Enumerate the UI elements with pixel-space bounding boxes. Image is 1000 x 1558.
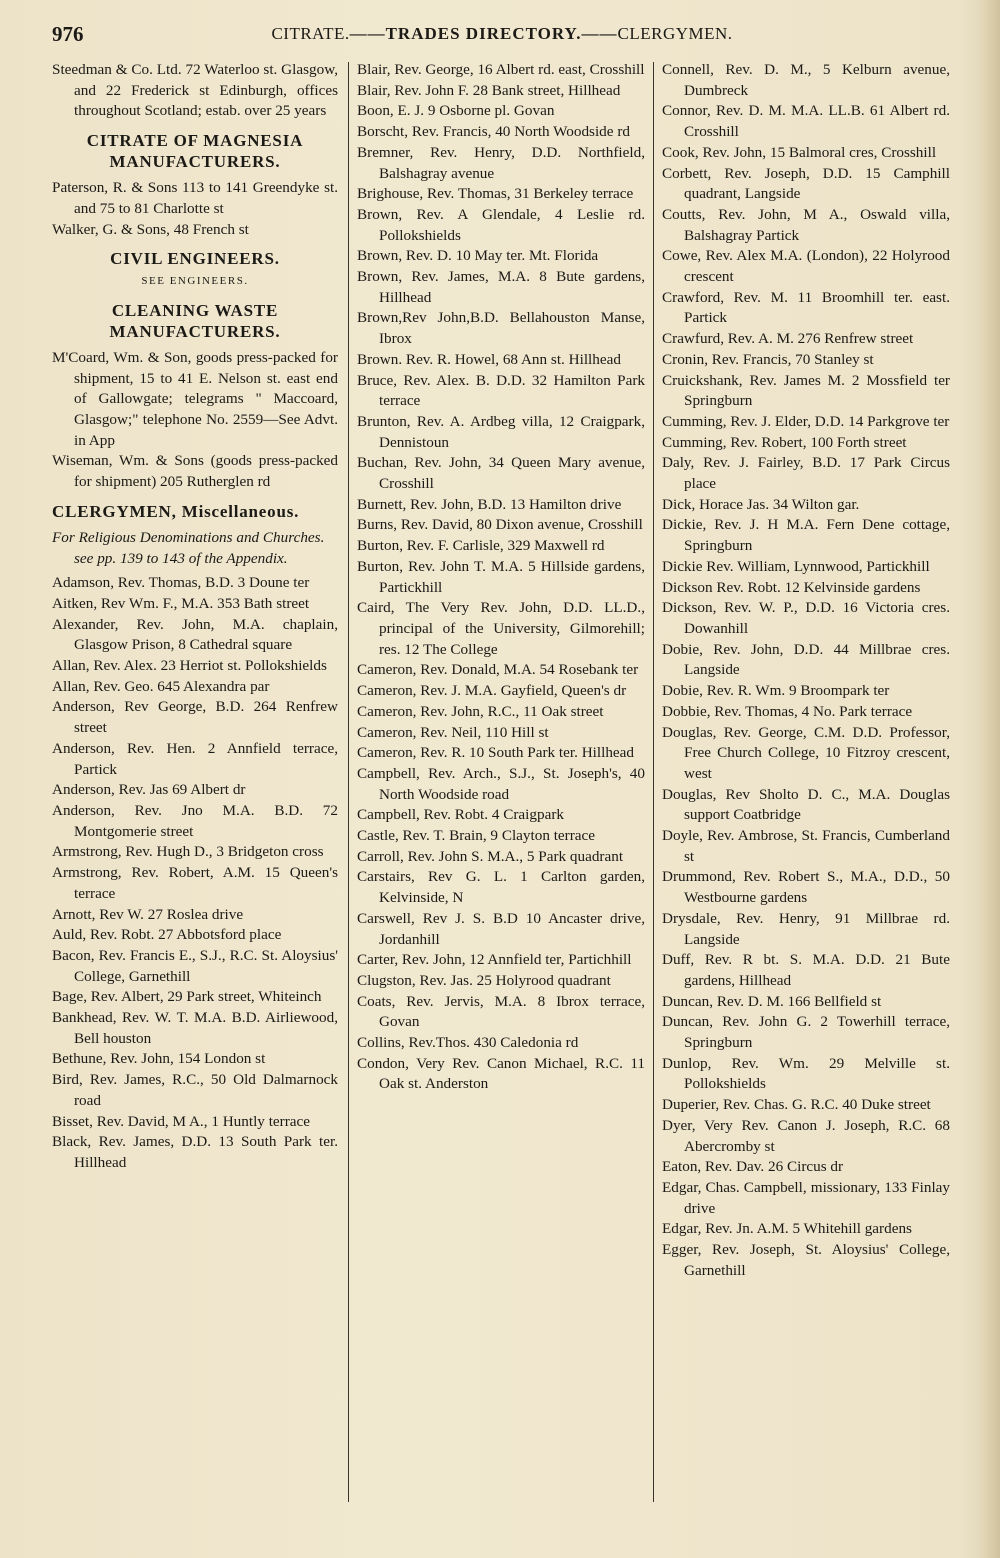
directory-entry: Alexander, Rev. John, M.A. chaplain, Glasgow Prison, 8 Cathedral square bbox=[52, 615, 338, 654]
directory-entry: Condon, Very Rev. Canon Michael, R.C. 11 Oak st. Anderston bbox=[357, 1054, 645, 1093]
directory-entry: Eaton, Rev. Dav. 26 Circus dr bbox=[662, 1158, 844, 1176]
section-heading-citrate: CITRATE OF MAGNESIA MANUFACTURERS. bbox=[86, 131, 304, 172]
page-number: 976 bbox=[52, 21, 84, 46]
directory-entry: Egger, Rev. Joseph, St. Aloysius' College, Garnethill bbox=[662, 1241, 950, 1279]
directory-entry: Brighouse, Rev. Thomas, 31 Berkeley terrace bbox=[357, 185, 634, 203]
directory-entry: Dickie Rev. William, Lynnwood, Partickhill bbox=[662, 557, 930, 575]
directory-entry: Brown,Rev John,B.D. Bellahouston Manse, Ibrox bbox=[357, 309, 645, 348]
column-1 bbox=[52, 60, 338, 1538]
directory-entry: Boon, E. J. 9 Osborne pl. Govan bbox=[357, 102, 555, 120]
directory-entry: Cronin, Rev. Francis, 70 Stanley st bbox=[662, 350, 874, 368]
page-header bbox=[52, 20, 952, 48]
directory-entry: Coats, Rev. Jervis, M.A. 8 Ibrox terrace, Govan bbox=[357, 992, 645, 1031]
directory-entry: Castle, Rev. T. Brain, 9 Clayton terrace bbox=[357, 827, 596, 845]
running-title bbox=[122, 24, 952, 44]
directory-entry: Connor, Rev. D. M. M.A. LL.B. 61 Albert rd. Crosshill bbox=[662, 102, 950, 141]
directory-entry: Paterson, R. & Sons 113 to 141 Greendyke st. and 75 to 81 Charlotte st bbox=[52, 179, 338, 217]
directory-entry: Bird, Rev. James, R.C., 50 Old Dalmarnock road bbox=[52, 1071, 338, 1109]
section-heading-civil-engineers: CIVIL ENGINEERS. bbox=[110, 249, 280, 269]
directory-entry: Carroll, Rev. John S. M.A., 5 Park quadrant bbox=[357, 847, 624, 865]
directory-entry: Aitken, Rev Wm. F., M.A. 353 Bath street bbox=[52, 594, 310, 612]
directory-entry: Walker, G. & Sons, 48 French st bbox=[52, 220, 249, 238]
directory-entry: Brown, Rev. James, M.A. 8 Bute gardens, Hillhead bbox=[357, 268, 645, 306]
directory-entry: Corbett, Rev. Joseph, D.D. 15 Camphill quadrant, Langside bbox=[662, 164, 950, 203]
directory-entry: Bacon, Rev. Francis E., S.J., R.C. St. Aloysius' College, Garnethill bbox=[52, 946, 338, 985]
directory-entry: Drummond, Rev. Robert S., M.A., D.D., 50 Westbourne gardens bbox=[662, 868, 950, 907]
directory-entry: Anderson, Rev. Jas 69 Albert dr bbox=[52, 781, 246, 799]
directory-entry: Burton, Rev. F. Carlisle, 329 Maxwell rd bbox=[357, 537, 605, 555]
directory-entry: Drysdale, Rev. Henry, 91 Millbrae rd. Langside bbox=[662, 909, 950, 948]
directory-entry: Buchan, Rev. John, 34 Queen Mary avenue, Crosshill bbox=[357, 454, 645, 493]
directory-entry: Cruickshank, Rev. James M. 2 Mossfield ter Springburn bbox=[662, 371, 950, 410]
clergy-list-col3 bbox=[662, 60, 950, 1281]
directory-entry: Bruce, Rev. Alex. B. D.D. 32 Hamilton Park terrace bbox=[357, 371, 645, 410]
column-rule-1 bbox=[348, 62, 349, 1502]
directory-entry: Dickie, Rev. J. H M.A. Fern Dene cottage, Springburn bbox=[662, 516, 950, 555]
running-title-right: CLERGYMEN. bbox=[617, 24, 733, 43]
heading-main: CLERGYMEN, bbox=[52, 501, 177, 521]
directory-entry: Anderson, Rev. Hen. 2 Annfield terrace, Partick bbox=[52, 739, 338, 778]
running-title-left: CITRATE. bbox=[271, 24, 350, 43]
directory-entry: Doyle, Rev. Ambrose, St. Francis, Cumberland st bbox=[662, 827, 950, 865]
directory-entry: Bremner, Rev. Henry, D.D. Northfield, Balshagray avenue bbox=[357, 143, 645, 182]
directory-entry: Brown, Rev. D. 10 May ter. Mt. Florida bbox=[357, 247, 599, 265]
directory-entry: Douglas, Rev Sholto D. C., M.A. Douglas support Coatbridge bbox=[662, 785, 950, 824]
directory-entry: Burns, Rev. David, 80 Dixon avenue, Crosshill bbox=[357, 516, 643, 534]
directory-entry: Collins, Rev.Thos. 430 Caledonia rd bbox=[357, 1034, 579, 1052]
directory-entry: Crawfurd, Rev. A. M. 276 Renfrew street bbox=[662, 330, 914, 348]
directory-entry: Arnott, Rev W. 27 Roslea drive bbox=[52, 905, 244, 923]
directory-entry: Borscht, Rev. Francis, 40 North Woodside rd bbox=[357, 123, 630, 141]
directory-entry: Armstrong, Rev. Hugh D., 3 Bridgeton cross bbox=[52, 843, 324, 861]
directory-entry: Carter, Rev. John, 12 Annfield ter, Partichhill bbox=[357, 951, 632, 969]
directory-entry: Campbell, Rev. Arch., S.J., St. Joseph's, 40 North Woodside road bbox=[357, 764, 645, 803]
directory-entry: Crawford, Rev. M. 11 Broomhill ter. east. Partick bbox=[662, 288, 950, 327]
column-2 bbox=[357, 60, 645, 1538]
directory-entry: Cook, Rev. John, 15 Balmoral cres, Crosshill bbox=[662, 143, 937, 161]
directory-entry: Duperier, Rev. Chas. G. R.C. 40 Duke street bbox=[662, 1096, 931, 1114]
directory-entry: Anderson, Rev. Jno M.A. B.D. 72 Montgomerie street bbox=[52, 801, 338, 840]
directory-entry: M'Coard, Wm. & Son, goods press-packed for shipment, 15 to 41 E. Nelson st. east end of Gallowgate; telegrams " Maccoard, Glasgow;" telephone No. 2559—See Advt. in App bbox=[52, 348, 338, 449]
directory-entry: Cameron, Rev. J. M.A. Gayfield, Queen's dr bbox=[357, 682, 627, 700]
directory-entry: Bisset, Rev. David, M A., 1 Huntly terrace bbox=[52, 1112, 311, 1130]
directory-entry: Blair, Rev. John F. 28 Bank street, Hillhead bbox=[357, 81, 621, 99]
directory-entry: Campbell, Rev. Robt. 4 Craigpark bbox=[357, 806, 564, 824]
directory-entry: Black, Rev. James, D.D. 13 South Park ter. Hillhead bbox=[52, 1133, 338, 1171]
directory-entry: Bage, Rev. Albert, 29 Park street, Whiteinch bbox=[52, 988, 322, 1006]
directory-entry: Duncan, Rev. John G. 2 Towerhill terrace, Springburn bbox=[662, 1013, 950, 1052]
directory-entry: Blair, Rev. George, 16 Albert rd. east, Crosshill bbox=[357, 61, 645, 78]
directory-entry: Auld, Rev. Robt. 27 Abbotsford place bbox=[52, 926, 282, 944]
directory-entry: Wiseman, Wm. & Sons (goods press-packed for shipment) 205 Rutherglen rd bbox=[52, 452, 338, 491]
directory-entry: Bethune, Rev. John, 154 London st bbox=[52, 1050, 266, 1068]
directory-entry: Edgar, Rev. Jn. A.M. 5 Whitehill gardens bbox=[662, 1220, 912, 1238]
directory-entry: Brunton, Rev. A. Ardbeg villa, 12 Craigpark, Dennistoun bbox=[357, 412, 645, 451]
directory-entry: Dyer, Very Rev. Canon J. Joseph, R.C. 68 Abercromby st bbox=[662, 1116, 950, 1155]
directory-entry: Douglas, Rev. George, C.M. D.D. Professor, Free Church College, 10 Fitzroy crescent, west bbox=[662, 723, 950, 782]
directory-entry: Brown. Rev. R. Howel, 68 Ann st. Hillhead bbox=[357, 350, 621, 368]
cross-reference: SEE ENGINEERS. bbox=[141, 275, 249, 288]
directory-entry: Dickson, Rev. W. P., D.D. 16 Victoria cres. Dowanhill bbox=[662, 599, 950, 637]
page-edge bbox=[982, 0, 1000, 1558]
heading-sub: Miscellaneous. bbox=[181, 501, 300, 521]
directory-entry: Duncan, Rev. D. M. 166 Bellfield st bbox=[662, 992, 882, 1010]
column-rule-2 bbox=[653, 62, 654, 1502]
directory-entry: Allan, Rev. Geo. 645 Alexandra par bbox=[52, 677, 270, 695]
directory-entry: Caird, The Very Rev. John, D.D. LL.D., principal of the University, Gilmorehill; res. 12 The College bbox=[357, 599, 645, 658]
directory-entry: Cameron, Rev. John, R.C., 11 Oak street bbox=[357, 702, 604, 720]
directory-entry: Allan, Rev. Alex. 23 Herriot st. Pollokshields bbox=[52, 657, 327, 675]
directory-entry: Dobbie, Rev. Thomas, 4 No. Park terrace bbox=[662, 702, 913, 720]
directory-entry: Cameron, Rev. Donald, M.A. 54 Rosebank ter bbox=[357, 661, 639, 679]
directory-entry: Steedman & Co. Ltd. 72 Waterloo st. Glasgow, and 22 Frederick st Edinburgh, offices throughout Scotland; estab. over 25 years bbox=[52, 61, 338, 120]
directory-entry: Daly, Rev. J. Fairley, B.D. 17 Park Circus place bbox=[662, 454, 950, 493]
directory-entry: Carstairs, Rev G. L. 1 Carlton garden, Kelvinside, N bbox=[357, 868, 645, 907]
directory-entry: Bankhead, Rev. W. T. M.A. B.D. Airliewood, Bell houston bbox=[52, 1009, 338, 1047]
directory-entry: Dickson Rev. Robt. 12 Kelvinside gardens bbox=[662, 578, 921, 596]
directory-entry: Adamson, Rev. Thomas, B.D. 3 Doune ter bbox=[52, 574, 310, 592]
directory-entry: Armstrong, Rev. Robert, A.M. 15 Queen's terrace bbox=[52, 864, 338, 902]
directory-entry: Cowe, Rev. Alex M.A. (London), 22 Holyrood crescent bbox=[662, 247, 950, 286]
directory-entry: Duff, Rev. R bt. S. M.A. D.D. 21 Bute gardens, Hillhead bbox=[662, 951, 950, 989]
directory-entry: Cumming, Rev. Robert, 100 Forth street bbox=[662, 433, 907, 451]
directory-entry: Cumming, Rev. J. Elder, D.D. 14 Parkgrove ter bbox=[662, 412, 950, 430]
directory-entry: Cameron, Rev. R. 10 South Park ter. Hillhead bbox=[357, 744, 634, 762]
directory-entry: Coutts, Rev. John, M A., Oswald villa, Balshagray Partick bbox=[662, 205, 950, 244]
clergy-list-col2 bbox=[357, 60, 645, 1095]
section-heading-cleaning-waste: CLEANING WASTE MANUFACTURERS. bbox=[109, 300, 281, 341]
directory-entry: Carswell, Rev J. S. B.D 10 Ancaster drive, Jordanhill bbox=[357, 909, 645, 948]
directory-entry: Connell, Rev. D. M., 5 Kelburn avenue, Dumbreck bbox=[662, 61, 950, 99]
directory-entry: Edgar, Chas. Campbell, missionary, 133 Finlay drive bbox=[662, 1178, 950, 1217]
directory-entry: Dobie, Rev. R. Wm. 9 Broompark ter bbox=[662, 682, 890, 700]
column-3 bbox=[662, 60, 950, 1538]
running-title-middle: ——TRADES DIRECTORY.—— bbox=[349, 24, 618, 43]
directory-entry: Burnett, Rev. John, B.D. 13 Hamilton drive bbox=[357, 495, 622, 513]
section-note: For Religious Denominations and Churches. see pp. 139 to 143 of the Appendix. bbox=[52, 528, 325, 567]
directory-entry: Dick, Horace Jas. 34 Wilton gar. bbox=[662, 495, 860, 513]
directory-entry: Clugston, Rev. Jas. 25 Holyrood quadrant bbox=[357, 971, 611, 989]
directory-entry: Brown, Rev. A Glendale, 4 Leslie rd. Pollokshields bbox=[357, 205, 645, 244]
clergy-list-col1 bbox=[52, 573, 338, 1173]
directory-entry: Dunlop, Rev. Wm. 29 Melville st. Pollokshields bbox=[662, 1054, 950, 1093]
section-heading-clergymen bbox=[52, 501, 338, 522]
directory-entry: Burton, Rev. John T. M.A. 5 Hillside gardens, Partickhill bbox=[357, 557, 645, 596]
directory-entry: Dobie, Rev. John, D.D. 44 Millbrae cres. Langside bbox=[662, 640, 950, 679]
directory-entry: Anderson, Rev George, B.D. 264 Renfrew street bbox=[52, 698, 338, 737]
directory-entry: Cameron, Rev. Neil, 110 Hill st bbox=[357, 723, 549, 741]
